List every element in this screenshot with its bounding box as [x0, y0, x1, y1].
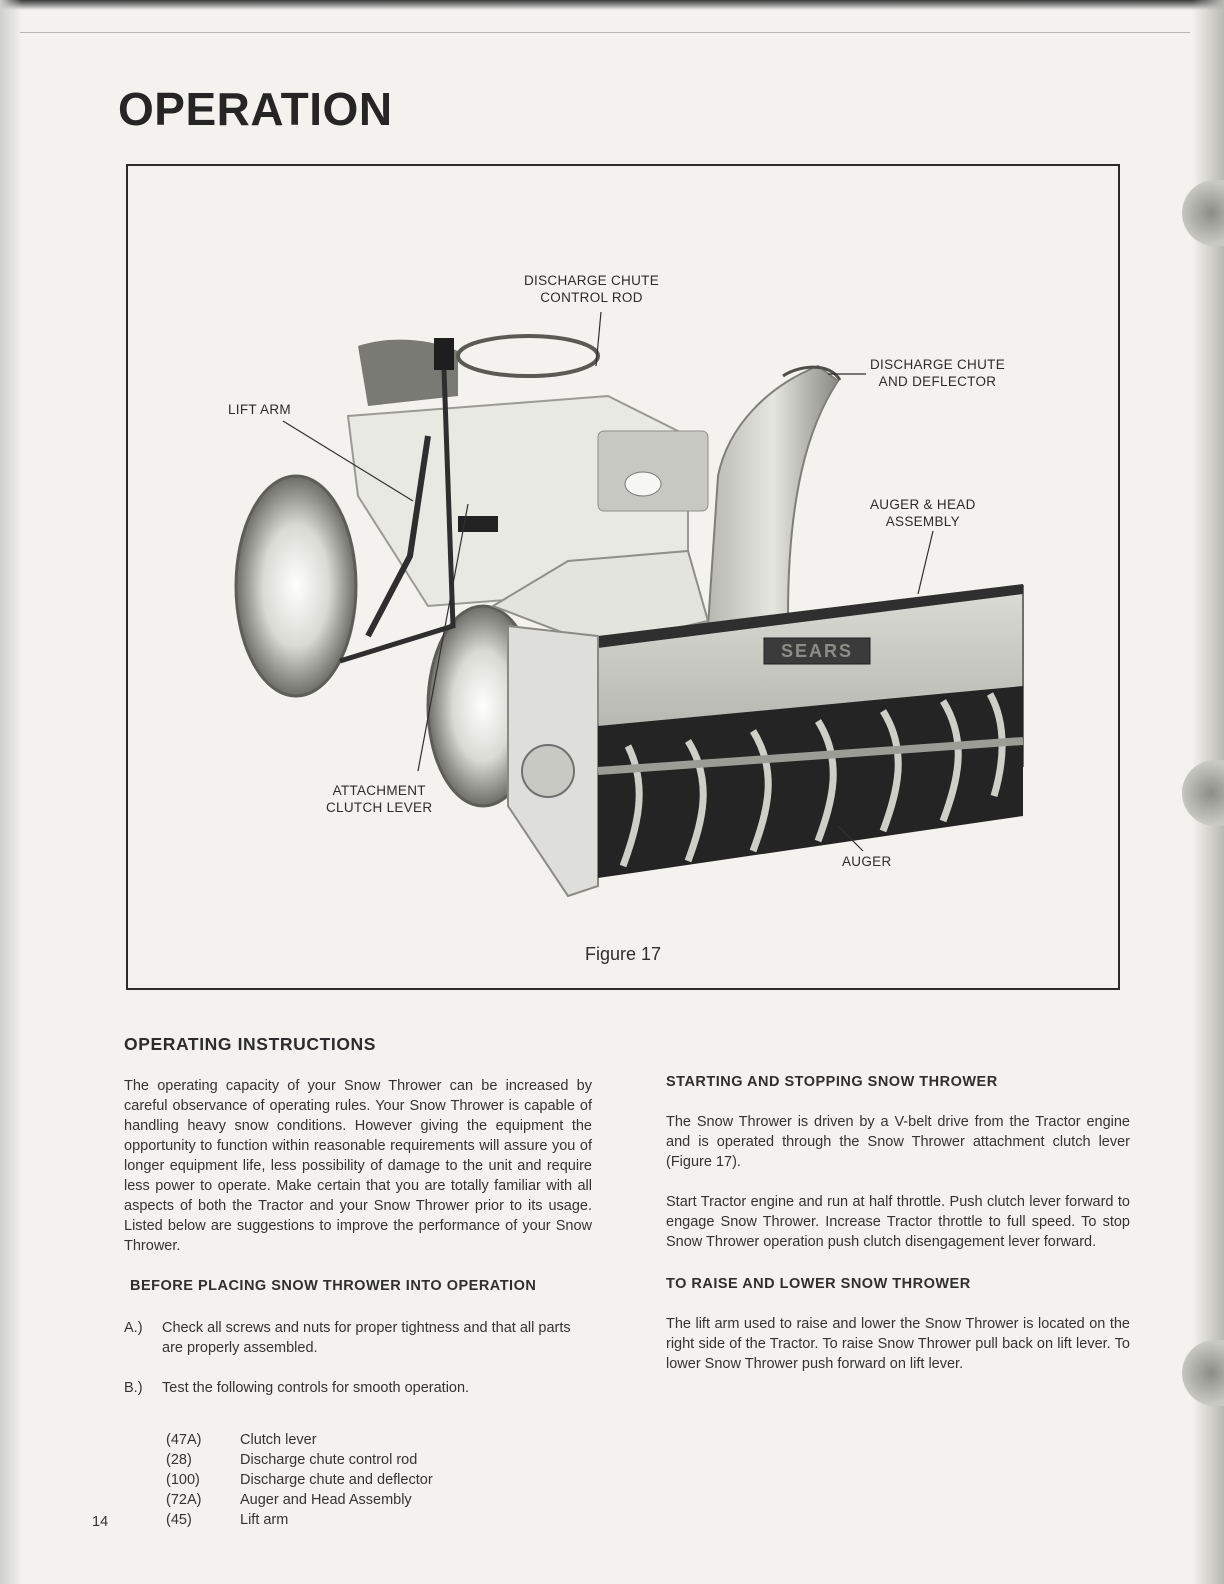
part-name: Lift arm	[240, 1512, 289, 1528]
rear-tire	[236, 476, 356, 696]
part-ref: (72A)	[166, 1492, 202, 1508]
operating-instructions-heading: OPERATING INSTRUCTIONS	[124, 1034, 377, 1054]
callout-lift-arm: LIFT ARM	[228, 402, 291, 417]
top-rule	[20, 32, 1190, 33]
callout-auger: AUGER	[842, 854, 892, 869]
binder-hole	[1182, 1340, 1224, 1406]
parts-list	[166, 1430, 433, 1530]
parts-list-item	[166, 1470, 433, 1490]
callout-attachment-clutch-lever: ATTACHMENT CLUTCH LEVER	[326, 783, 433, 815]
callout-discharge-chute-control-rod: DISCHARGE CHUTE CONTROL ROD	[524, 273, 660, 305]
parts-list-item	[166, 1510, 433, 1530]
figure-caption: Figure 17	[584, 944, 662, 964]
page-edge-shadow	[0, 0, 1224, 10]
starting-stopping-paragraph-2: Start Tractor engine and run at half throttle. Push clutch lever forward to engage Snow Thrower. Increase Tractor throttle to full speed. To stop Snow Thrower operation push clutch disengagement lever forward.	[666, 1194, 1130, 1250]
part-ref: (28)	[166, 1452, 192, 1468]
brand-plate-text: SEARS	[780, 641, 854, 661]
parts-list-item	[166, 1490, 433, 1510]
part-name: Auger and Head Assembly	[240, 1492, 412, 1508]
part-ref: (100)	[166, 1472, 200, 1488]
parts-list-item	[166, 1430, 433, 1450]
part-name: Discharge chute control rod	[240, 1452, 418, 1468]
before-operation-heading: BEFORE PLACING SNOW THROWER INTO OPERATION	[130, 1278, 537, 1294]
right-column	[666, 1072, 1130, 1374]
left-column	[124, 1034, 592, 1398]
step-a	[124, 1318, 592, 1358]
callout-auger-head-assembly: AUGER & HEAD ASSEMBLY	[870, 497, 976, 529]
step-b-label: B.)	[124, 1380, 143, 1396]
step-a-label: A.)	[124, 1320, 143, 1336]
page-number: 14	[92, 1514, 109, 1530]
page-title: OPERATION	[118, 83, 393, 135]
auger-hub	[522, 745, 574, 797]
binder-hole	[1182, 760, 1224, 826]
raise-lower-heading: TO RAISE AND LOWER SNOW THROWER	[666, 1276, 971, 1292]
step-b-text: Test the following controls for smooth operation.	[162, 1380, 470, 1396]
part-ref: (47A)	[166, 1432, 202, 1448]
left-page-stack-shadow	[0, 0, 22, 1584]
starting-stopping-heading: STARTING AND STOPPING SNOW THROWER	[666, 1074, 998, 1090]
callout-discharge-chute-and-deflector: DISCHARGE CHUTE AND DEFLECTOR	[870, 357, 1006, 389]
part-ref: (45)	[166, 1512, 192, 1528]
raise-lower-paragraph: The lift arm used to raise and lower the Snow Thrower is located on the right side of the Tractor. To raise Snow Thrower pull back on lift lever. To lower Snow Thrower push forward on lift lever.	[666, 1316, 1130, 1372]
step-a-text: Check all screws and nuts for proper tightness and that all parts are properly assembled.	[162, 1320, 571, 1356]
figure-17	[126, 164, 1120, 990]
operating-instructions-intro: The operating capacity of your Snow Thrower can be increased by careful observance of operating rules. Your Snow Thrower is capable of handling heavy snow conditions. However giving the equipment the opportunity to function within reasonable requirements will assure you of longer equipment life, less possibility of damage to the unit and require less power to operate. Make certain that you are totally familiar with all aspects of both the Tractor and your Snow Thrower prior to its usage. Listed below are suggestions to improve the performance of your Snow Thrower.	[124, 1078, 592, 1254]
tractor-grille	[598, 431, 708, 511]
step-b	[124, 1378, 592, 1398]
part-name: Discharge chute and deflector	[240, 1472, 433, 1488]
part-name: Clutch lever	[240, 1432, 317, 1448]
binder-hole	[1182, 180, 1224, 246]
steering-wheel	[458, 336, 598, 376]
parts-list-item	[166, 1450, 433, 1470]
discharge-chute	[708, 366, 840, 626]
starting-stopping-paragraph-1: The Snow Thrower is driven by a V-belt drive from the Tractor engine and is operated through the Snow Thrower attachment clutch lever (Figure 17).	[666, 1114, 1130, 1170]
